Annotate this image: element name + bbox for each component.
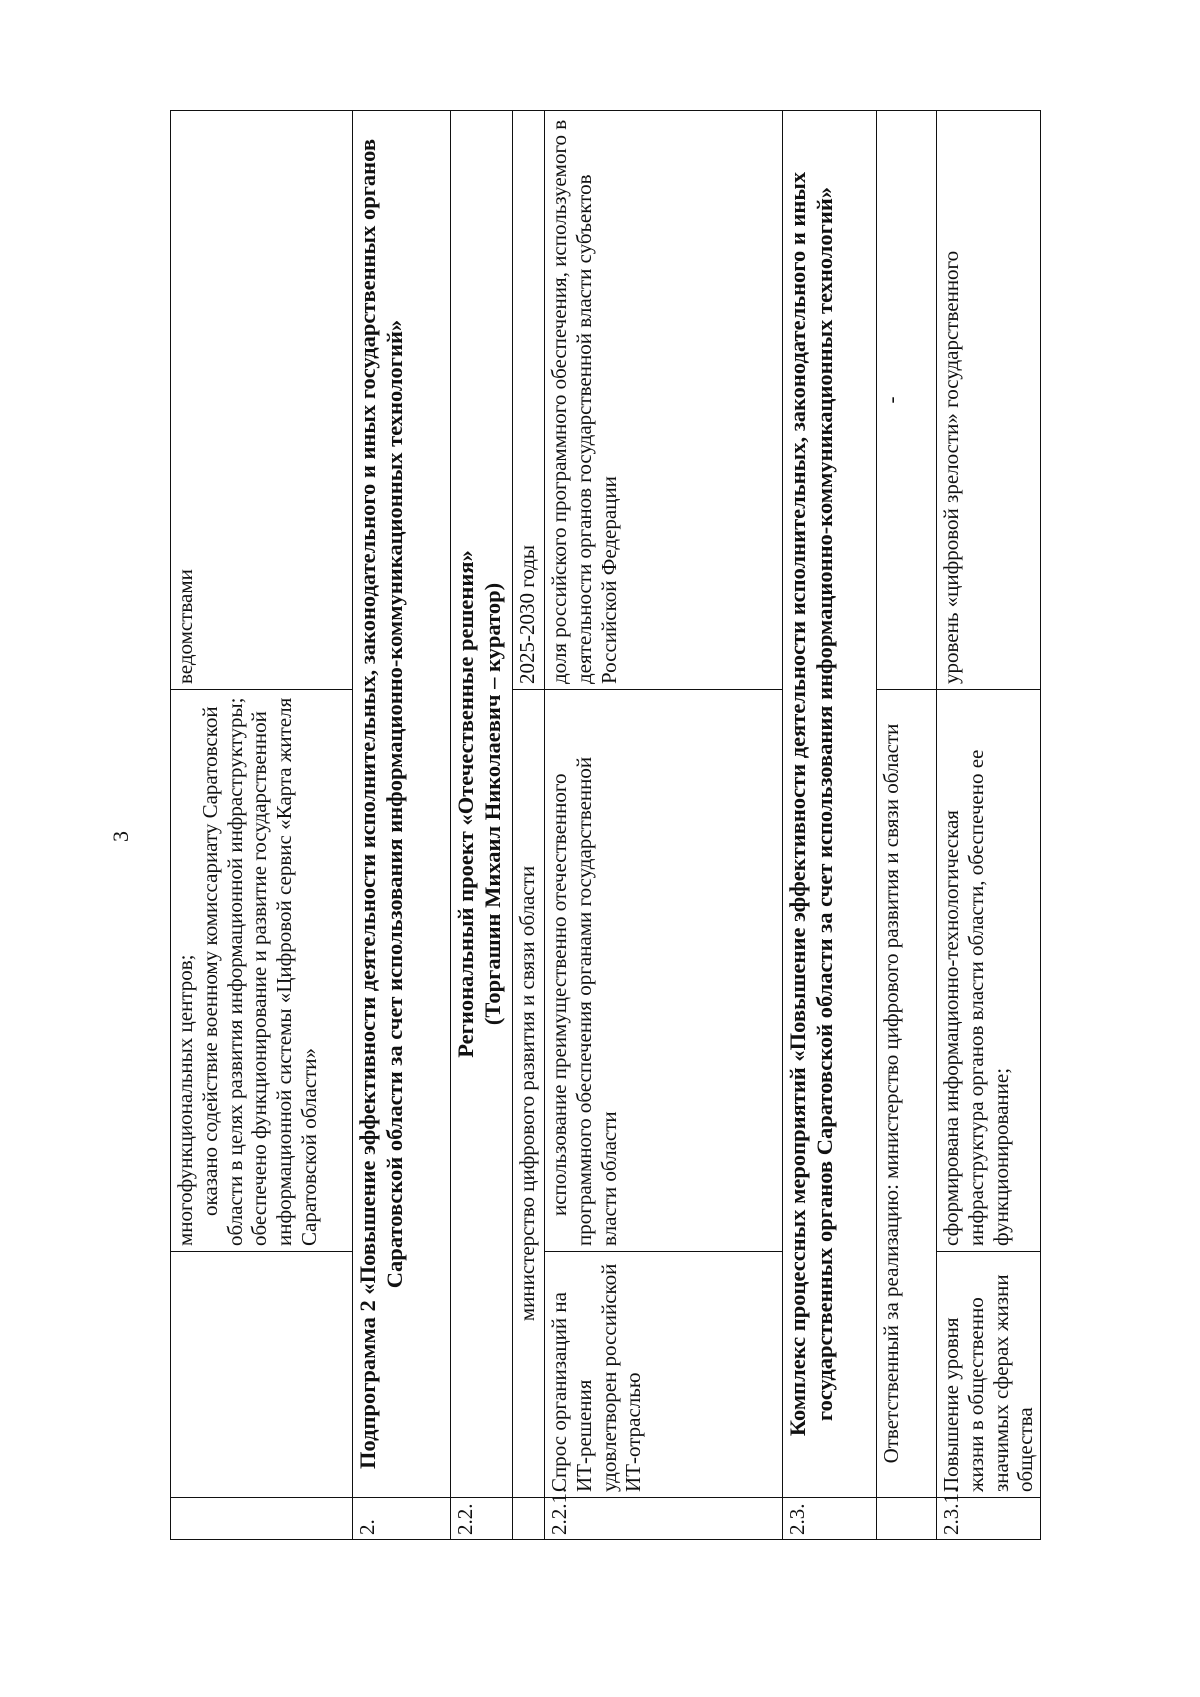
cell-num: 2.2.1. bbox=[545, 1498, 783, 1540]
project-title-line: Региональный проект «Отечественные решения» bbox=[453, 550, 478, 1058]
table-row bbox=[353, 111, 451, 1540]
project-curator-line: (Торгашин Михаил Николаевич – куратор) bbox=[479, 582, 505, 1026]
cell-num: 2.3.1. bbox=[937, 1498, 1041, 1540]
cell-task: Спрос организаций на ИТ-решения удовлетворен российской ИТ-отраслью bbox=[545, 1252, 783, 1498]
cell-num bbox=[171, 1498, 353, 1540]
period-cell bbox=[513, 111, 545, 690]
cell-task bbox=[171, 1252, 353, 1498]
complex-title: Комплекс процессных мероприятий «Повышение эффективности деятельности исполнительных, законодательного и иных государственных органов Саратовской области за счет использования информационно-коммуникационных технологий» bbox=[783, 111, 877, 1498]
cell-num: 2. bbox=[353, 1498, 451, 1540]
subprogram-title: Подпрограмма 2 «Повышение эффективности деятельности исполнительных, законодательного и иных государственных органов Саратовской области за счет использования информационно-коммуникационных технологий» bbox=[353, 111, 451, 1498]
cell-num bbox=[877, 1498, 937, 1540]
table-row bbox=[877, 111, 937, 1540]
cell-num bbox=[513, 1498, 545, 1540]
result-line: оказано содействие военному комиссариату Саратовской области в целях развития информационной инфраструктуры; bbox=[197, 697, 247, 1246]
cell-indicator: уровень «цифровой зрелости» государственного bbox=[937, 111, 1041, 690]
cell-results: сформирована информационно-технологическая инфраструктура органов власти области, обеспечено ее функционирование; bbox=[937, 690, 1041, 1252]
cell-num: 2.3. bbox=[783, 1498, 877, 1540]
responsible-ministry: министерство цифрового развития и связи области bbox=[513, 690, 545, 1498]
table-row bbox=[513, 111, 545, 1540]
period-text: 2025-2030 годы bbox=[515, 544, 539, 684]
cell-results: использование преимущественно отечественного программного обеспечения органами государственной власти области bbox=[545, 690, 783, 1252]
cell-dash: - bbox=[877, 111, 937, 690]
cell-results bbox=[171, 690, 353, 1252]
page-number: 3 bbox=[108, 831, 133, 842]
cell-task: Повышение уровня жизни в общественно значимых сферах жизни общества bbox=[937, 1252, 1041, 1498]
cell-indicator: ведомствами bbox=[171, 111, 353, 690]
program-table bbox=[170, 110, 1041, 1540]
responsible-text: Ответственный за реализацию: министерство цифрового развития и связи области bbox=[877, 690, 937, 1498]
document-table-page bbox=[170, 110, 1130, 1540]
table-row bbox=[783, 111, 877, 1540]
result-line: обеспечено функционирование и развитие государственной информационной системы «Цифровой сервис «Карта жителя Саратовской области» bbox=[247, 697, 321, 1246]
project-title bbox=[451, 111, 513, 1498]
cell-indicator: доля российского программного обеспечения, используемого в деятельности органов государственной власти субъектов Российской Федерации bbox=[545, 111, 783, 690]
table-row bbox=[171, 111, 353, 1540]
table-row bbox=[545, 111, 783, 1540]
result-line: многофункциональных центров; bbox=[173, 954, 197, 1246]
table-row bbox=[937, 111, 1041, 1540]
cell-num: 2.2. bbox=[451, 1498, 513, 1540]
table-row bbox=[451, 111, 513, 1540]
